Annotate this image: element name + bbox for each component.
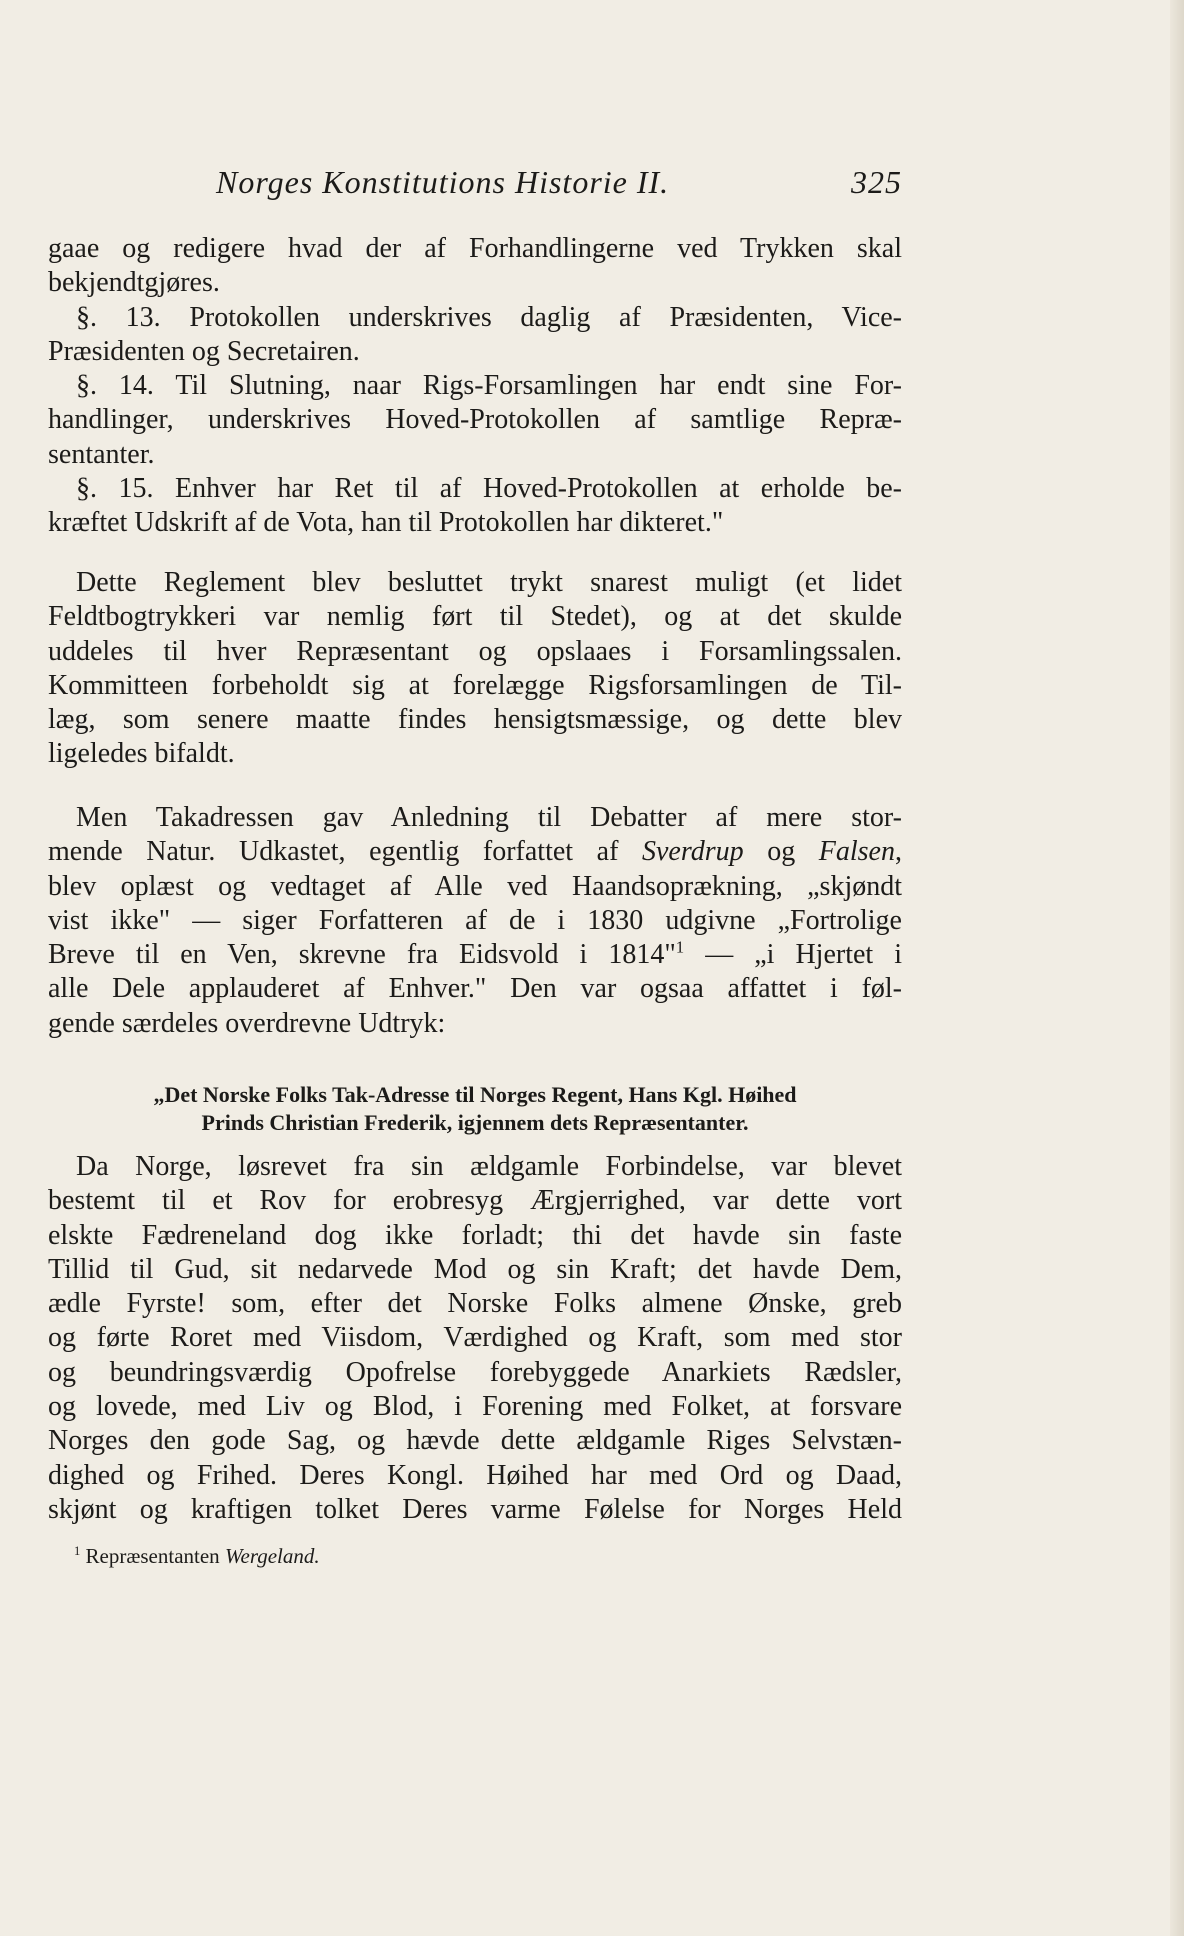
text-line: gaae og redigere hvad der af Forhandlingerne ved Trykken skal bbox=[48, 233, 902, 264]
footnote: $^1$ Repræsentanten Wergeland. bbox=[74, 1544, 320, 1568]
text-line: Men Takadressen gav Anledning til Debatter af mere stor- bbox=[76, 802, 902, 833]
footnote-name: Wergeland. bbox=[224, 1544, 320, 1568]
address-heading-line: Prinds Christian Frederik, igjennem dets Repræsentanter. bbox=[201, 1110, 749, 1135]
running-header bbox=[48, 160, 902, 210]
text-line: og beundringsværdig Opofrelse forebyggede Anarkiets Rædsler, bbox=[48, 1356, 902, 1388]
text-line: sentanter. bbox=[48, 438, 155, 470]
footnote-ref: 1 bbox=[675, 937, 685, 957]
rules-paragraphs bbox=[48, 232, 902, 541]
text-line: §. 15. Enhver har Ret til af Hoved-Protokollen at erholde be- bbox=[76, 473, 902, 505]
text-line: Feldtbogtrykkeri var nemlig ført til Stedet), og at det skulde bbox=[48, 601, 902, 633]
text-line: ligeledes bifaldt. bbox=[48, 738, 235, 770]
text-line: Kommitteen forbeholdt sig at forelægge Rigsforsamlingen de Til- bbox=[48, 669, 902, 701]
page-number: 325 bbox=[851, 164, 902, 200]
text-line: og lovede, med Liv og Blod, i Forening med Folket, at forsvare bbox=[48, 1391, 902, 1423]
text-line: vist ikke" — siger Forfatteren af de i 1830 udgivne „Fortrolige bbox=[48, 904, 902, 936]
text-line: Præsidenten og Secretairen. bbox=[48, 335, 360, 367]
text-line: blev oplæst og vedtaget af Alle ved Haandsoprækning, „skjøndt bbox=[48, 870, 902, 902]
text-line: Breve til en Ven, skrevne fra Eidsvold i 1814"$^1$ — „i Hjertet i bbox=[48, 937, 902, 971]
author-name: Sverdrup bbox=[642, 836, 744, 868]
text-line: handlinger, underskrives Hoved-Protokollen af samtlige Repræ- bbox=[48, 404, 902, 436]
address-heading-line: „Det Norske Folks Tak-Adresse til Norges Regent, Hans Kgl. Høihed bbox=[153, 1082, 797, 1107]
text-line: Da Norge, løsrevet fra sin ældgamle Forbindelse, var blevet bbox=[76, 1151, 902, 1182]
text-line: ædle Fyrste! som, efter det Norske Folks almene Ønske, greb bbox=[48, 1288, 902, 1320]
text-line: alle Dele applauderet af Enhver." Den var ogsaa affattet i føl- bbox=[48, 973, 902, 1005]
text-line: og førte Roret med Viisdom, Værdighed og Kraft, som med stor bbox=[48, 1322, 902, 1354]
address-heading bbox=[48, 1081, 902, 1137]
text-line: mende Natur. Udkastet, egentlig forfattet af Sverdrup og Falsen, bbox=[48, 836, 902, 868]
text-line: elskte Fædreneland dog ikke forladt; thi det havde sin faste bbox=[48, 1219, 902, 1251]
address-text bbox=[48, 1150, 902, 1527]
text-line: Dette Reglement blev besluttet trykt snarest muligt (et lidet bbox=[76, 567, 902, 598]
takadresse-paragraph bbox=[48, 801, 902, 1041]
text-line: uddeles til hver Repræsentant og opslaaes i Forsamlingssalen. bbox=[48, 635, 902, 667]
footnote-marker: 1 bbox=[74, 1544, 81, 1558]
text-line: læg, som senere maatte findes hensigtsmæssige, og dette blev bbox=[48, 704, 902, 736]
text-line: gende særdeles overdrevne Udtryk: bbox=[48, 1007, 446, 1039]
text-line: Tillid til Gud, sit nedarvede Mod og sin Kraft; det havde Dem, bbox=[48, 1253, 902, 1285]
author-name: Falsen bbox=[818, 836, 895, 868]
text-line: kræftet Udskrift af de Vota, han til Protokollen har dikteret." bbox=[48, 507, 724, 539]
text-line: dighed og Frihed. Deres Kongl. Høihed har med Ord og Daad, bbox=[48, 1459, 902, 1491]
text-line: skjønt og kraftigen tolket Deres varme Følelse for Norges Held bbox=[48, 1493, 902, 1525]
text-line: bekjendtgjøres. bbox=[48, 267, 220, 299]
text-line: §. 13. Protokollen underskrives daglig af Præsidenten, Vice- bbox=[76, 301, 902, 333]
text-line: bestemt til et Rov for erobresyg Ærgjerrighed, var dette vort bbox=[48, 1185, 902, 1217]
text-line: Norges den gode Sag, og hævde dette ældgamle Riges Selvstæn- bbox=[48, 1425, 902, 1457]
text-line: §. 14. Til Slutning, naar Rigs-Forsamlingen har endt sine For- bbox=[76, 370, 902, 402]
running-title: Norges Konstitutions Historie II. bbox=[216, 164, 670, 200]
page-edge bbox=[1170, 0, 1184, 1936]
reglement-paragraph bbox=[48, 566, 902, 772]
